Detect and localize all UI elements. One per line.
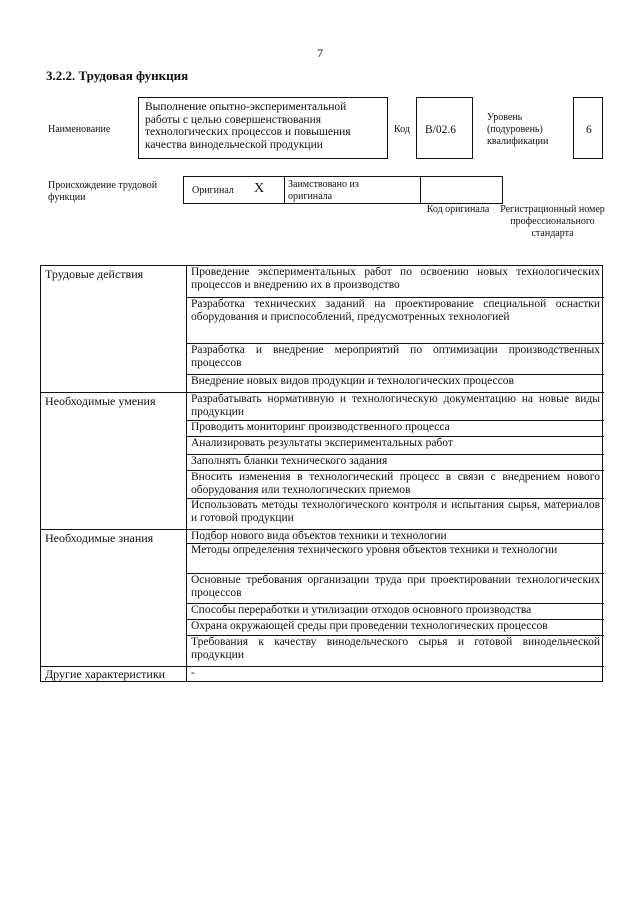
name-label: Наименование xyxy=(48,124,111,135)
table-row: - xyxy=(186,667,604,682)
table-row: Внедрение новых видов продукции и технологических процессов xyxy=(186,375,604,393)
origin-box xyxy=(183,176,503,204)
table-row: Охрана окружающей среды при проведении технологических процессов xyxy=(186,620,604,636)
code-value: B/02.6 xyxy=(416,97,473,159)
category-cell: Другие характеристики xyxy=(45,667,166,681)
code-label: Код xyxy=(394,124,410,135)
borrowed-label: Заимствовано из оригинала xyxy=(288,179,359,202)
table-row: Вносить изменения в технологический процесс в связи с внедрением нового оборудования или технологических приемов xyxy=(186,471,604,499)
original-label: Оригинал xyxy=(192,185,234,196)
divider xyxy=(284,177,285,203)
category-cell: Необходимые знания xyxy=(41,530,186,667)
table-row: Методы определения технического уровня объектов техники и технологии xyxy=(186,544,604,574)
divider xyxy=(420,177,421,203)
origin-label: Происхождение трудовой функции xyxy=(48,180,158,203)
table-row: Использовать методы технологического контроля и испытания сырья, материалов и готовой продукции xyxy=(186,499,604,530)
table-row: Основные требования организации труда при проектировании технологических процессов xyxy=(186,574,604,604)
table-row: Заполнять бланки технического задания xyxy=(186,455,604,471)
table-row: Разработка и внедрение мероприятий по оптимизации производственных процессов xyxy=(186,344,604,375)
category-cell: Трудовые действия xyxy=(41,266,186,393)
reg-num-caption: Регистрационный номер профессионального стандарта xyxy=(500,204,605,239)
code-orig-caption: Код оригинала xyxy=(426,204,490,215)
table-row: Разрабатывать нормативную и технологическую документацию на новые виды продукции xyxy=(186,393,604,421)
section-title: 3.2.2. Трудовая функция xyxy=(46,68,189,83)
function-table xyxy=(40,265,603,682)
table-row: Требования к качеству винодельческого сырья и готовой винодельческой продукции xyxy=(186,636,604,667)
category-cell: Необходимые умения xyxy=(41,393,186,530)
table-row: Разработка технических заданий на проектирование специальной оснастки оборудования и приспособлений, предусмотренных технологией xyxy=(186,298,604,344)
table-row: Способы переработки и утилизации отходов основного производства xyxy=(186,604,604,620)
table-row: Подбор нового вида объектов техники и технологии xyxy=(186,530,604,544)
page-number: 7 xyxy=(317,46,323,60)
table-row: Проведение экспериментальных работ по освоению новых технологических процессов и внедрению их в производство xyxy=(186,266,604,298)
table-row: Проводить мониторинг производственного процесса xyxy=(186,421,604,437)
level-value: 6 xyxy=(573,97,603,159)
table-row: Анализировать результаты экспериментальных работ xyxy=(186,437,604,455)
original-mark: X xyxy=(254,181,265,196)
name-value: Выполнение опытно-экспериментальной работы с целью совершенствования технологических процессов и повышения качества винодельческой продукции xyxy=(138,97,388,159)
level-label: Уровень (подуровень) квалификации xyxy=(487,112,549,147)
